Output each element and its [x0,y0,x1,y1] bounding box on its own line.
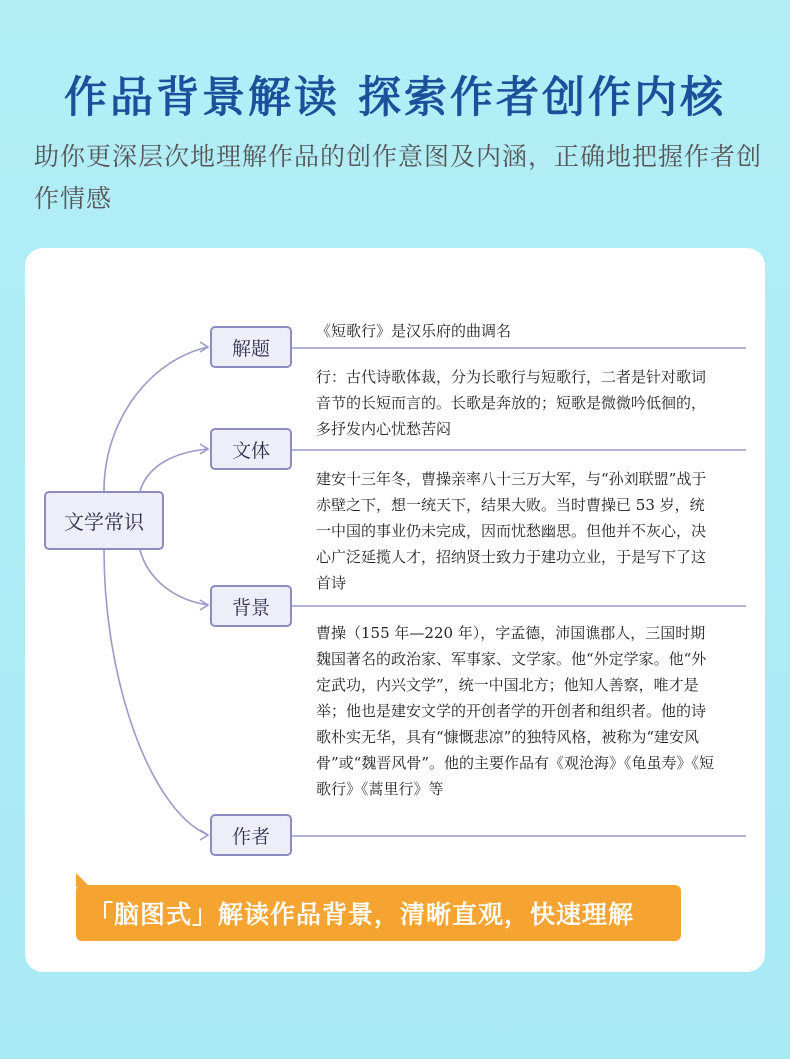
mindmap-node-zuozhe: 作者 [210,814,292,856]
connector-beijing [140,550,208,605]
feature-banner: 「脑图式」解读作品背景，清晰直观，快速理解 [76,885,681,941]
page-subtitle: 助你更深层次地理解作品的创作意图及内涵，正确地把握作者创作情感 [34,142,763,213]
mindmap-node-wenti: 文体 [210,428,292,470]
mindmap-node-jieti: 解题 [210,326,292,368]
mindmap-text-jieti: 《短歌行》是汉乐府的曲调名 [316,322,512,340]
mindmap-text-beijing: 建安十三年冬，曹操亲率八十三万大军，与“孙刘联盟”战于赤壁之下，想一统天下，结果大败。当时曹操已 53 岁，统一中国的事业仍未完成，因而忧愁幽思。但他并不灰心，决心广泛延揽人才，招纳贤士致力于建功立业，于是写下了这首诗 [316,470,707,592]
page-title: 作品背景解读 探索作者创作内核 [64,73,726,123]
mindmap-text-zuozhe: 曹操（155 年—220 年），字孟德，沛国谯郡人，三国时期魏国著名的政治家、军事家、文学家。他“外定学家。他“外定武功，内兴文学”，统一中国北方；他知人善察，唯才是举；他也是建安文学的开创者学的开创者和组织者。他的诗歌朴实无华，具有“慷慨悲凉”的独特风格，被称为“建安风骨”或“魏晋风骨”。他的主要作品有《观沧海》《龟虽寿》《短歌行》《蒿里行》等 [316,624,715,798]
mindmap-root-node: 文学常识 [44,491,164,550]
connector-jieti [104,347,208,491]
mindmap-text-wenti: 行：古代诗歌体裁，分为长歌行与短歌行，二者是针对歌词音节的长短而言的。长歌是奔放的；短歌是微微吟低徊的，多抒发内心忧愁苦闷 [316,368,707,438]
mindmap-node-beijing: 背景 [210,585,292,627]
connector-wenti [140,449,208,491]
connector-zuozhe [104,550,208,835]
